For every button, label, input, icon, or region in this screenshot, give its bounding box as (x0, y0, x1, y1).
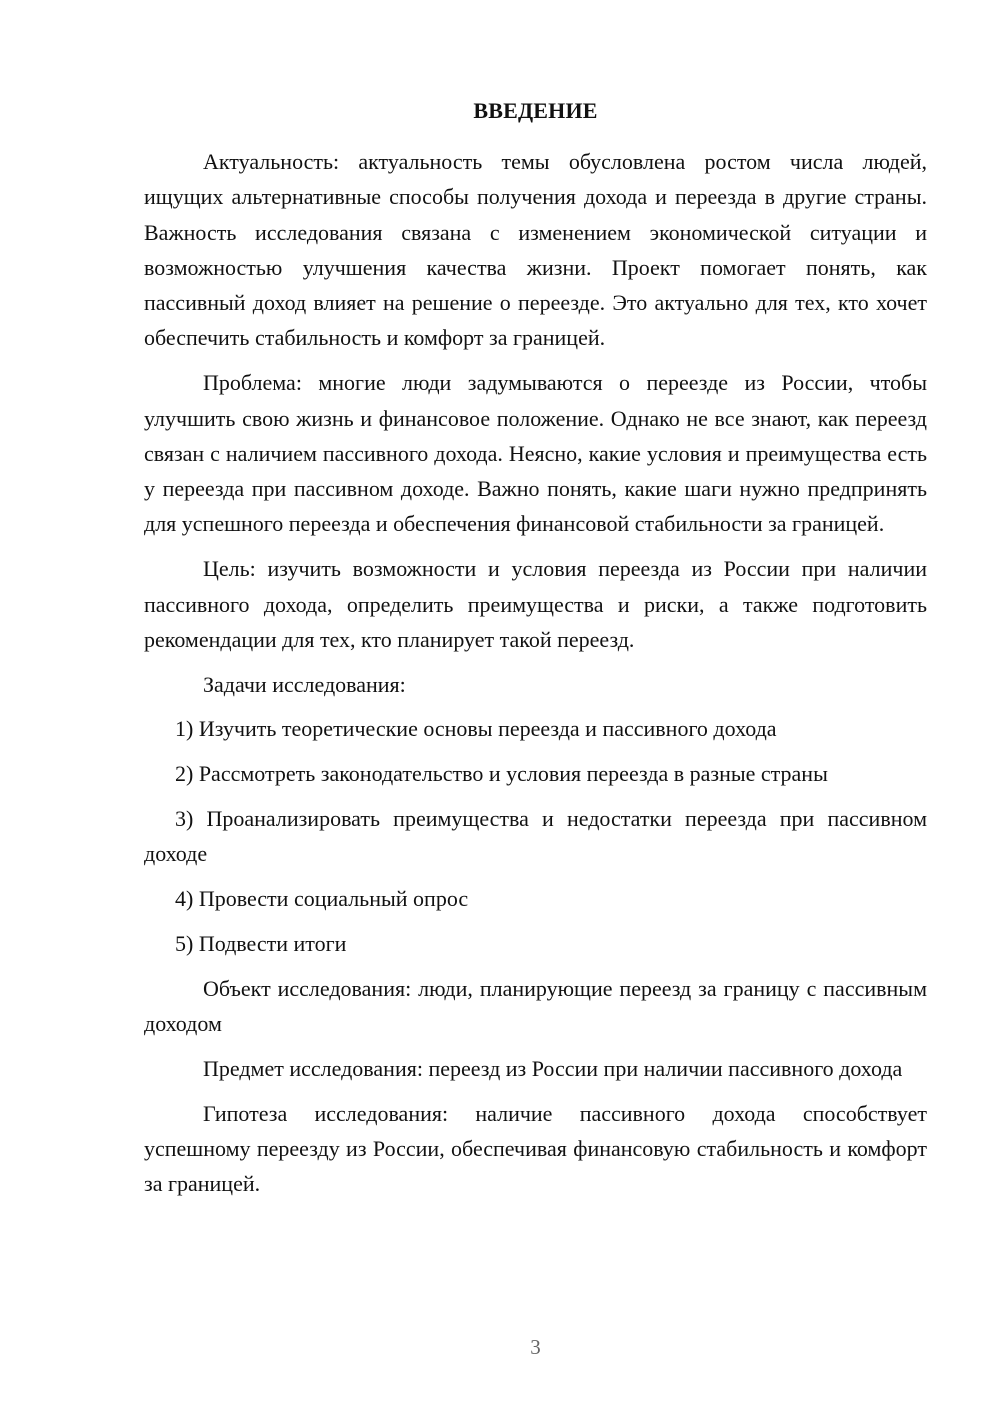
tasks-heading: Задачи исследования: (203, 671, 406, 697)
task-item-4: 4) Провести социальный опрос (175, 886, 469, 912)
object-paragraph: Объект исследования: люди, планирующие переезд за границу с пассивным доходом (144, 975, 927, 1037)
task-item-2: 2) Рассмотреть законодательство и условия переезда в разные страны (175, 761, 828, 787)
document-body (144, 144, 927, 1211)
task-item-1: 1) Изучить теоретические основы переезда и пассивного дохода (175, 716, 777, 742)
task-item-5: 5) Подвести итоги (175, 930, 347, 956)
goal-paragraph: Цель: изучить возможности и условия переезда из России при наличии пассивного дохода, определить преимущества и риски, а также подготовить рекомендации для тех, кто планирует такой переезд. (144, 556, 927, 652)
hypothesis-paragraph: Гипотеза исследования: наличие пассивного дохода способствует успешному переезду из России, обеспечивая финансовую стабильность и комфорт за границей. (144, 1100, 927, 1197)
page-title: ВВЕДЕНИЕ (473, 98, 598, 123)
document-page (144, 0, 927, 1414)
problem-paragraph: Проблема: многие люди задумываются о переезде из России, чтобы улучшить свою жизнь и финансовое положение. Однако не все знают, как переезд связан с наличием пассивного дохода. Неясно, какие условия и преимущества есть у переезда при пассивном доходе. Важно понять, какие шаги нужно предпринять для успешного переезда и обеспечения финансовой стабильности за границей. (144, 370, 927, 537)
relevance-paragraph: Актуальность: актуальность темы обусловлена ростом числа людей, ищущих альтернативные способы получения дохода и переезда в другие страны. Важность исследования связана с изменением экономической ситуации и возможностью улучшения качества жизни. Проект помогает понять, как пассивный доход влияет на решение о переезде. Это актуально для тех, кто хочет обеспечить стабильность и комфорт за границей. (144, 149, 927, 351)
task-item-3: 3) Проанализировать преимущества и недостатки переезда при пассивном доходе (144, 806, 927, 867)
subject-paragraph: Предмет исследования: переезд из России при наличии пассивного дохода (203, 1055, 903, 1081)
page-number: 3 (530, 1335, 541, 1359)
